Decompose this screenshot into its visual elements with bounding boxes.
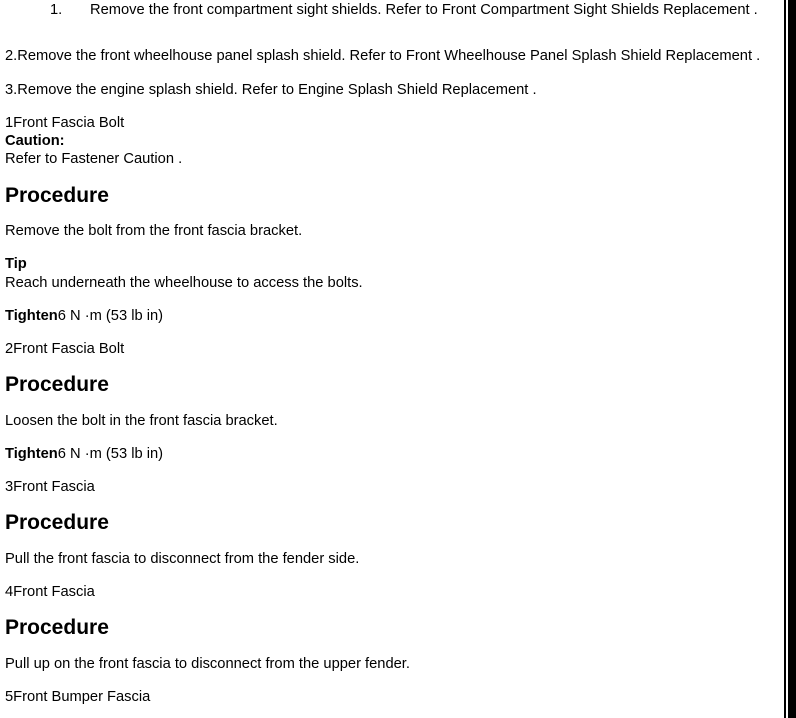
procedure-2-tighten bbox=[5, 445, 770, 463]
page-edge-bar bbox=[788, 0, 796, 718]
procedure-heading-1: Procedure bbox=[5, 183, 109, 207]
procedure-1-tighten bbox=[5, 307, 770, 325]
component-5-label: 5Front Bumper Fascia bbox=[5, 688, 151, 705]
caution-label: Caution: bbox=[5, 133, 65, 149]
numbered-steps-list bbox=[5, 1, 770, 19]
step-2-paragraph: 2.Remove the front wheelhouse panel splash shield. Refer to Front Wheelhouse Panel Splash Shield Replacement . bbox=[5, 48, 761, 65]
procedure-1-body: Remove the bolt from the front fascia bracket. bbox=[5, 223, 303, 240]
component-2-label: 2Front Fascia Bolt bbox=[5, 340, 125, 357]
procedure-heading-3: Procedure bbox=[5, 510, 109, 534]
procedure-heading-4: Procedure bbox=[5, 615, 109, 639]
list-item bbox=[5, 1, 770, 19]
procedure-1-tip bbox=[5, 255, 770, 292]
component-4-label: 4Front Fascia bbox=[5, 583, 95, 600]
component-1-label: 1Front Fascia Bolt bbox=[5, 114, 125, 131]
component-1-callout bbox=[5, 114, 770, 169]
procedure-4-body: Pull up on the front fascia to disconnect from the upper fender. bbox=[5, 655, 410, 672]
procedure-2-body: Loosen the bolt in the front fascia bracket. bbox=[5, 412, 278, 429]
procedure-heading-2: Procedure bbox=[5, 372, 109, 396]
tighten-label-1: Tighten bbox=[5, 307, 58, 324]
caution-text: Refer to Fastener Caution . bbox=[5, 151, 183, 168]
page-edge-thin-line bbox=[784, 0, 786, 718]
step-3-paragraph: 3.Remove the engine splash shield. Refer to Engine Splash Shield Replacement . bbox=[5, 81, 537, 98]
tighten-value-1: 6 N ·m (53 lb in) bbox=[57, 307, 164, 324]
tighten-value-2: 6 N ·m (53 lb in) bbox=[57, 445, 164, 462]
list-item-text: Remove the front compartment sight shields. Refer to Front Compartment Sight Shields Replacement . bbox=[90, 2, 758, 18]
tip-label: Tip bbox=[5, 256, 27, 273]
procedure-3-body: Pull the front fascia to disconnect from the fender side. bbox=[5, 550, 360, 567]
component-3-label: 3Front Fascia bbox=[5, 478, 95, 495]
tighten-label-2: Tighten bbox=[5, 445, 58, 462]
tip-text: Reach underneath the wheelhouse to access the bolts. bbox=[5, 274, 363, 291]
list-item-number: 1. bbox=[50, 2, 63, 18]
